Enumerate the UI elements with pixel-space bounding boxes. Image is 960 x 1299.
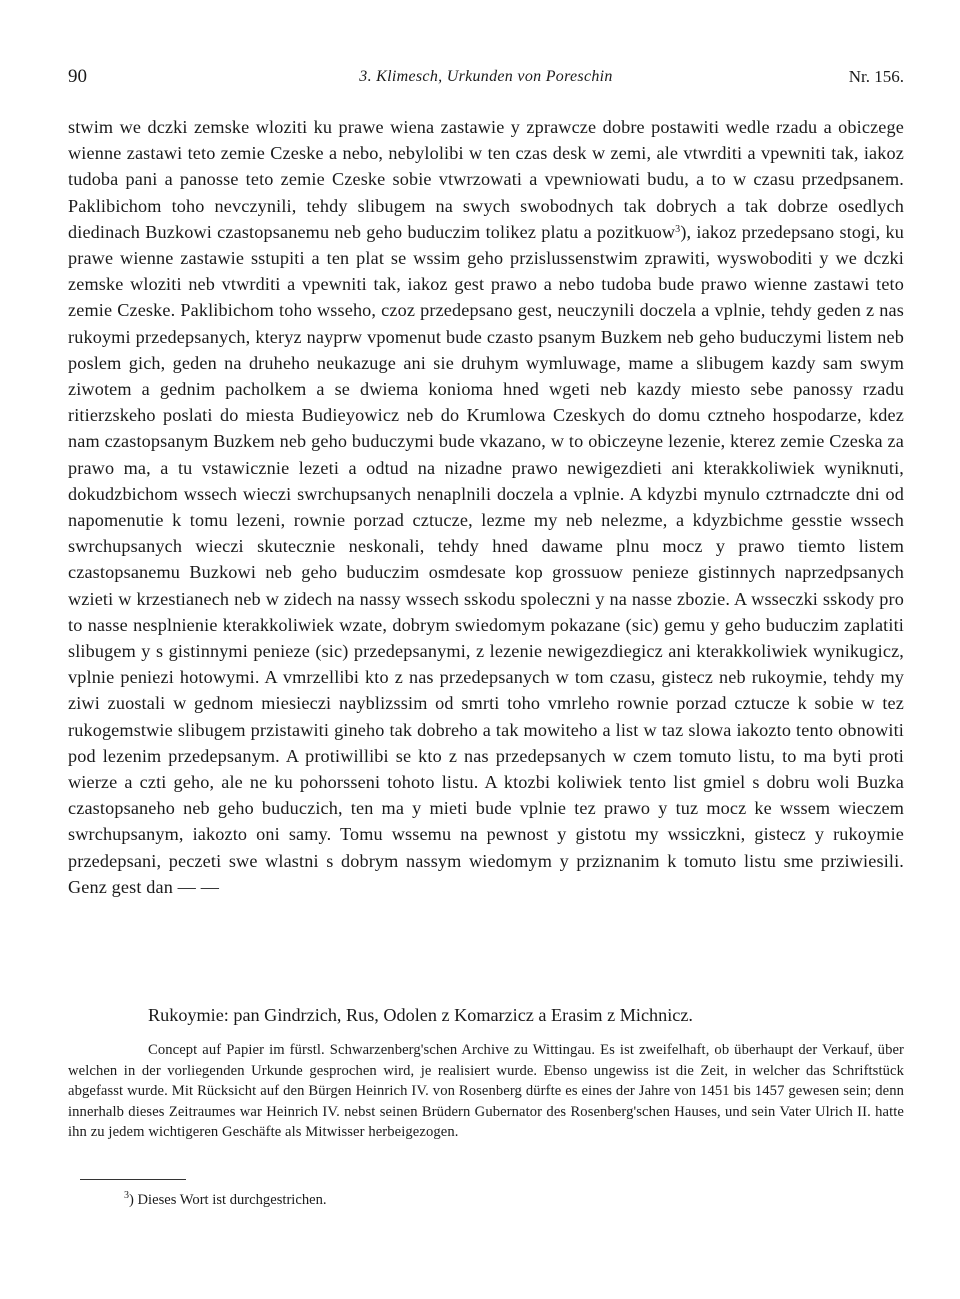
footnote-marker: 3 [124,1190,129,1201]
footnote [124,1190,327,1210]
charter-paragraph [68,114,904,900]
charter-text-part-2: ), iakoz przedepsano stogi, ku prawe wienne zastawie sstupiti a ten plat se wssim geho przislussenstwim zprawiti, wyswoboditi y we dczki zemske wloziti neb vtwrditi a vpewniti tak, iakoz gest prawo a nebo tudoba bude prawo wienne zastawi teto zemie Czeske. Paklibichom toho wsseho, czoz przedepsano gest, neuczynili doczela a vplnie, tehdy geden z nas rukoymi przedepsanych, kteryz nayprw vpomenut bude czasto psanym Buzkem neb geho buduczymi listem neb poslem gich, geden na druheho neukazuge ani sie druhym wymluwage, mame a slibugem kazdy sam swym ziwotem a gednim pacholkem a se dwiema konioma hned wgeti neb kazdy miesto sebe panossy rzadu ritierzskeho poslati do miesta Budieyowicz neb do Krumlowa Czeskych do domu cztneho hospodarze, kdez nam czastopsanym Buzkem neb geho buduczymi bude vkazano, w to obiczeyne lezenie, kterez zemie Czeska za prawo ma, a tu vstawicznie lezeti a odtud na nizadne prawo newigezdieti ani kterakkoliwiek wyniknuti, dokudzbichom wssech wieczi swrchupsanych nenaplnili doczela a vplnie. A kdyzbi mynulo cztrnadczte dni od napomenutie k tomu lezeni, rownie porzad cztucze, lezme my neb nelezme, a kdyzbichme gesstie wssech swrchupsanych wieczi skutecznie neskonali, tehdy hned dawame plnu mocz y prawo tiemto listem czastopsanemu Buzkowi neb geho buduczim osmdesate kop grossuow penieze gistinnych naprzedpsanych wzieti w krzestianech neb w zidech na nassy wssech sskodu spoleczni y na nasse zbozie. A wsseczki sskody pro to nasse nesplnienie kterakkoliwiek wzate, dobrym swiedomym pokazane (sic) gemu y geho buduczim zaplatiti slibugem y s gistinnymi penieze (sic) przedepsanymi, z lezenie newigezdiegicz ani kterakkoliwiek wynikugicz, vplnie peniezi hotowymi. A vmrzellibi kto z nas przedepsanych w tom czasu, gistecz neb rukoymie, tehdy my ziwi zuostali w gednom miesieczi nayblizssim od smrti toho vmrleho rownie porzad cztucze k sobie w tez rukogemstwie slibugem przistawiti gineho tak dobreho a tak mowiteho a list w taz slowa iakozto tento obnowiti pod lezenim przedepsanym. A protiwillibi se kto z nas przedepsanych w czem tomuto listu, to ma byti proti wierze a czti geho, ale ne ku pohorsseni tohoto listu. A ktozbi koliwiek tento list gmiel s dobru woli Buzka czastopsaneho neb geho buduczich, ten ma y mieti bude vplnie tez prawo y tuz mocz ke wssem wieczem swrchupsanym, iakozto oni samy. Tomu wssemu na pewnost y gistotu my wssiczkni, gistecz y rukoymie przedepsani, peczeti swe wlastni s dobrym nassym wiedomym y prziznanim k tomuto listu sme prziwiesili. Genz gest dan — — [68,221,904,897]
witnesses-line: Rukoymie: pan Gindrzich, Rus, Odolen z Komarzicz a Erasim z Michnicz. [148,1005,693,1025]
editorial-note: Concept auf Papier im fürstl. Schwarzenberg'schen Archive zu Wittingau. Es ist zweifelhaft, ob überhaupt der Verkauf, über welchen in der vorliegenden Urkunde gesprochen wird, je realisiert wurde. Ebenso ungewiss ist die Zeit, in welcher das Schriftstück abgefasst wurde. Mit Rücksicht auf den Bürgen Heinrich IV. von Rosenberg dürfte es eines der Jahre von 1451 bis 1457 gewesen sein; denn innerhalb dieses Zeitraumes war Heinrich IV. nebst seinen Brüdern Gubernator des Rosenberg'schen Hauses, und sein Vater Ulrich II. hatte ihn zu jedem wichtigeren Geschäfte als Mitwisser herbeigezogen. [68,1042,904,1141]
footnote-reference[interactable]: 3 [675,223,681,235]
document-number: Nr. 156. [848,67,904,86]
footnote-text: ) Dieses Wort ist durchgestrichen. [129,1192,327,1208]
running-header [68,66,904,90]
footnote-divider [80,1179,186,1180]
running-title: 3. Klimesch, Urkunden von Poreschin [359,68,613,85]
charter-text-part-1: stwim we dczki zemske wloziti ku prawe wiena zastawie y zprawcze dobre postawiti wedle rzadu a obiczege wienne zastawi teto zemie Czeske a nebo, nebylolibi w ten czas desk w zemi, ale vtwrditi a vpewniti tak, iakoz tudoba pani a panosse teto zemie Czeske sobie vtwrzowati a vpewniowati budu, a to w czasu przedpsanem. Paklibichom toho nevczynili, tehdy slibugem na swych swobodnych tak dobrych a tak dobrze osedlych diedinach Buzkowi czastopsanemu neb geho buduczim tolikez platu a pozitkuow [68,117,904,242]
page-number: 90 [68,66,87,87]
charter-text [68,114,904,900]
